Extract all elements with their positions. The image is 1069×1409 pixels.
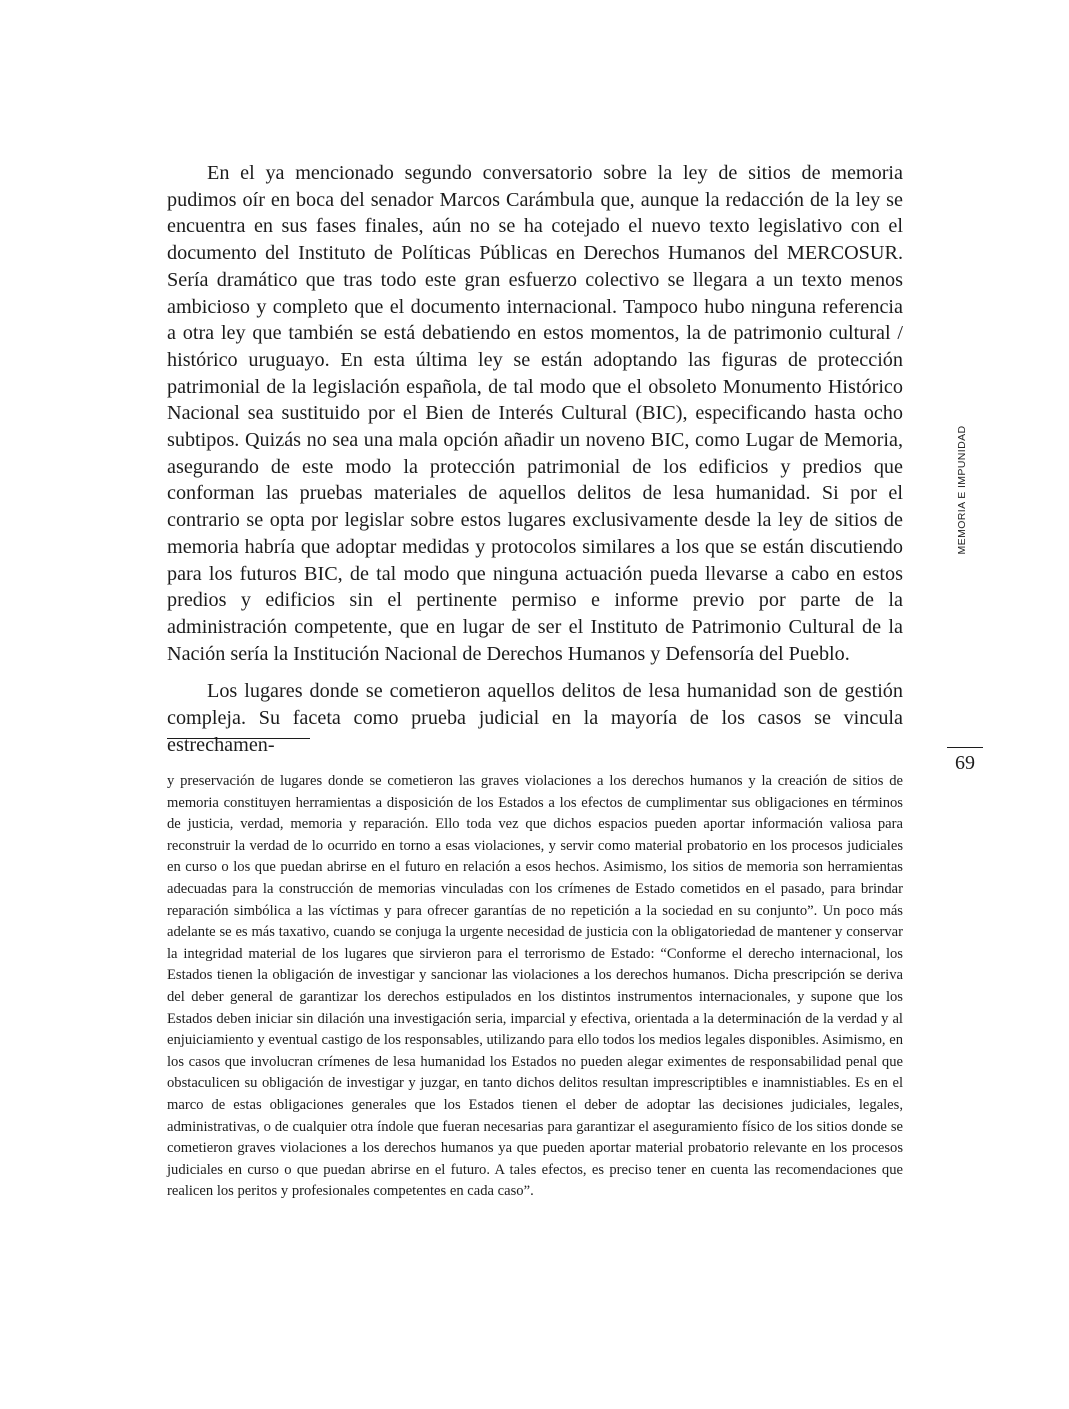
running-head: MEMORIA E IMPUNIDAD	[956, 425, 968, 555]
page-number: 69	[955, 752, 975, 774]
main-text	[167, 160, 903, 769]
page-number-rule	[947, 747, 983, 748]
footnote-text: y preservación de lugares donde se cometieron las graves violaciones a los derechos humanos y la creación de sitios de memoria constituyen herramientas a disposición de los Estados a los efectos de cumplimentar sus obligaciones en términos de justicia, verdad, memoria y reparación. Ello toda vez que dichos espacios pueden aportar información valiosa para reconstruir la verdad de lo ocurrido en torno a esas violaciones, y servir como material probatorio en los procesos judiciales en curso o los que puedan abrirse en el futuro en relación a esos hechos. Asimismo, los sitios de memoria son herramientas adecuadas para la construcción de memorias vinculadas con los crímenes de Estado cometidos en el pasado, para brindar reparación simbólica a las víctimas y para ofrecer garantías de no repetición a la sociedad en su conjunto”. Un poco más adelante se es más taxativo, cuando se conjuga la urgente necesidad de justicia con la obligatoriedad de mantener y conservar la integridad material de los lugares que sirvieron para el terrorismo de Estado: “Conforme el derecho internacional, los Estados tienen la obligación de investigar y sancionar las violaciones a los derechos humanos. Dicha prescripción se deriva del deber general de garantizar los derechos estipulados en los distintos instrumentos internacionales, y supone que los Estados deben iniciar sin dilación una investigación seria, imparcial y efectiva, orientada a la determinación de la verdad y al enjuiciamiento y eventual castigo de los responsables, utilizando para ello todos los medios legales disponibles. Asimismo, en los casos que involucran crímenes de lesa humanidad los Estados no pueden alegar eximentes de responsabilidad penal que obstaculicen su obligación de investigar y juzgar, en tanto dichos delitos resultan imprescriptibles e inamnistiables. Es en el marco de estas obligaciones generales que los Estados tienen el deber de adoptar las decisiones judiciales, legales, administrativas, o de cualquier otra índole que fueran necesarias para garantizar el aseguramiento físico de los sitios donde se cometieron graves violaciones a los derechos humanos ya que pueden aportar material probatorio relevante en los procesos judiciales en curso o que puedan abrirse en el futuro. A tales efectos, es preciso tener en cuenta las recomendaciones que realicen los peritos y profesionales competentes en cada caso”.	[167, 773, 903, 1200]
paragraph: En el ya mencionado segundo conversatorio sobre la ley de sitios de memoria pudimos oír en boca del senador Marcos Carámbula que, aunque la redacción de la ley se encuentra en sus fases finales, aún no se ha cotejado el nuevo texto legislativo con el documento del Instituto de Políticas Públicas en Derechos Humanos del MERCOSUR. Sería dramático que tras todo este gran esfuerzo colectivo se llegara a un texto menos ambicioso y completo que el documento internacional. Tampoco hubo ninguna referencia a otra ley que también se está debatiendo en estos momentos, la de patrimonio cultural / histórico uruguayo. En esta última ley se están adoptando las figuras de protección patrimonial de la legislación española, de tal modo que el obsoleto Monumento Histórico Nacional sea sustituido por el Bien de Interés Cultural (BIC), especificando hasta ocho subtipos. Quizás no sea una mala opción añadir un noveno BIC, como Lugar de Memoria, asegurando de este modo la protección patrimonial de los edificios y predios que conforman las pruebas materiales de aquellos delitos de lesa humanidad. Si por el contrario se opta por legislar sobre estos lugares exclusivamente desde la ley de sitios de memoria habría que adoptar medidas y protocolos similares a los que se están discutiendo para los futuros BIC, de tal modo que ninguna actuación pueda llevarse a cabo en estos predios y edificios sin el pertinente permiso e informe previo por parte de la administración competente, que en lugar de ser el Instituto de Patrimonio Cultural de la Nación sería la Institución Nacional de Derechos Humanos y Defensoría del Pueblo.	[167, 162, 903, 665]
footnote-separator	[167, 738, 310, 739]
paragraph: Los lugares donde se cometieron aquellos delitos de lesa humanidad son de gestión compleja. Su faceta como prueba judicial en la mayoría de los casos se vincula estrechamen-	[167, 680, 903, 756]
